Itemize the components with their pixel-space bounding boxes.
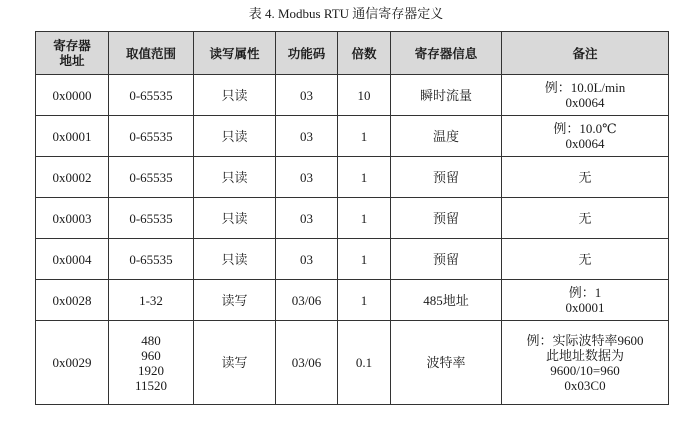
cell-range-line: 0-65535 (129, 210, 173, 226)
cell-range-line: 0-65535 (129, 128, 173, 144)
cell-note-line: 0x0064 (565, 136, 605, 151)
cell-note-line: 0x0001 (565, 300, 605, 315)
cell-note-line: 0x03C0 (564, 377, 606, 393)
table-row (36, 198, 669, 239)
cell-note (502, 157, 669, 198)
table-row (36, 116, 669, 157)
cell-scale: 1 (338, 239, 391, 280)
header-row (36, 32, 669, 75)
cell-access: 只读 (194, 75, 276, 116)
cell-scale: 0.1 (338, 321, 391, 405)
cell-access: 只读 (194, 198, 276, 239)
cell-note (502, 280, 669, 321)
table-body (36, 75, 669, 405)
cell-scale: 1 (338, 116, 391, 157)
cell-note (502, 75, 669, 116)
table-row (36, 239, 669, 280)
header-range: 取值范围 (109, 32, 194, 75)
cell-note-line: 9600/10=960 (550, 362, 620, 378)
cell-register-info: 预留 (391, 239, 502, 280)
header-register-info: 寄存器信息 (391, 32, 502, 75)
cell-note-line: 例：实际波特率9600 (526, 332, 644, 348)
cell-register-info: 预留 (391, 198, 502, 239)
cell-address: 0x0029 (36, 321, 109, 405)
cell-address: 0x0002 (36, 157, 109, 198)
cell-note (502, 321, 669, 405)
cell-note-line: 无 (578, 210, 592, 226)
cell-range-line: 960 (141, 347, 161, 363)
cell-range (109, 116, 194, 157)
cell-access: 只读 (194, 157, 276, 198)
cell-address: 0x0003 (36, 198, 109, 239)
cell-range (109, 280, 194, 321)
cell-address: 0x0001 (36, 116, 109, 157)
register-table (35, 31, 669, 405)
header-address (36, 32, 109, 75)
cell-range (109, 198, 194, 239)
table-caption: 表 4. Modbus RTU 通信寄存器定义 (248, 6, 444, 21)
table-row (36, 280, 669, 321)
cell-range-line: 1-32 (139, 292, 163, 308)
cell-scale: 1 (338, 157, 391, 198)
cell-access: 读写 (194, 321, 276, 405)
cell-scale: 1 (338, 280, 391, 321)
cell-function-code: 03 (276, 75, 338, 116)
cell-range (109, 157, 194, 198)
cell-register-info: 预留 (391, 157, 502, 198)
header-scale: 倍数 (338, 32, 391, 75)
cell-access: 读写 (194, 280, 276, 321)
cell-address: 0x0004 (36, 239, 109, 280)
cell-range-line: 0-65535 (129, 87, 173, 103)
cell-note-line: 例：10.0℃ (553, 121, 617, 136)
cell-note (502, 198, 669, 239)
cell-note-line: 无 (578, 169, 592, 185)
header-note: 备注 (502, 32, 669, 75)
cell-address: 0x0028 (36, 280, 109, 321)
cell-range-line: 0-65535 (129, 251, 173, 267)
cell-function-code: 03 (276, 157, 338, 198)
cell-scale: 1 (338, 198, 391, 239)
cell-function-code: 03/06 (276, 280, 338, 321)
cell-register-info: 温度 (391, 116, 502, 157)
cell-range (109, 75, 194, 116)
table-row (36, 321, 669, 405)
cell-range (109, 321, 194, 405)
cell-register-info: 瞬时流量 (391, 75, 502, 116)
cell-register-info: 485地址 (391, 280, 502, 321)
cell-scale: 10 (338, 75, 391, 116)
cell-note-line: 无 (578, 251, 592, 267)
cell-range (109, 239, 194, 280)
cell-range-line: 11520 (134, 377, 168, 393)
cell-access: 只读 (194, 239, 276, 280)
cell-note (502, 116, 669, 157)
header-address-line: 地址 (59, 53, 85, 68)
cell-note-line: 0x0064 (565, 95, 605, 110)
cell-note-line: 例：10.0L/min (544, 80, 626, 95)
cell-address: 0x0000 (36, 75, 109, 116)
cell-range-line: 0-65535 (129, 169, 173, 185)
cell-register-info: 波特率 (391, 321, 502, 405)
header-address-line: 寄存器 (53, 38, 91, 53)
cell-function-code: 03 (276, 239, 338, 280)
cell-access: 只读 (194, 116, 276, 157)
cell-function-code: 03 (276, 198, 338, 239)
cell-function-code: 03/06 (276, 321, 338, 405)
table-row (36, 75, 669, 116)
cell-note-line: 例：1 (568, 285, 602, 300)
table-row (36, 157, 669, 198)
header-function-code: 功能码 (276, 32, 338, 75)
cell-function-code: 03 (276, 116, 338, 157)
header-access: 读写属性 (194, 32, 276, 75)
cell-range-line: 480 (141, 332, 161, 348)
cell-range-line: 1920 (138, 362, 164, 378)
cell-note (502, 239, 669, 280)
cell-note-line: 此地址数据为 (545, 347, 624, 363)
